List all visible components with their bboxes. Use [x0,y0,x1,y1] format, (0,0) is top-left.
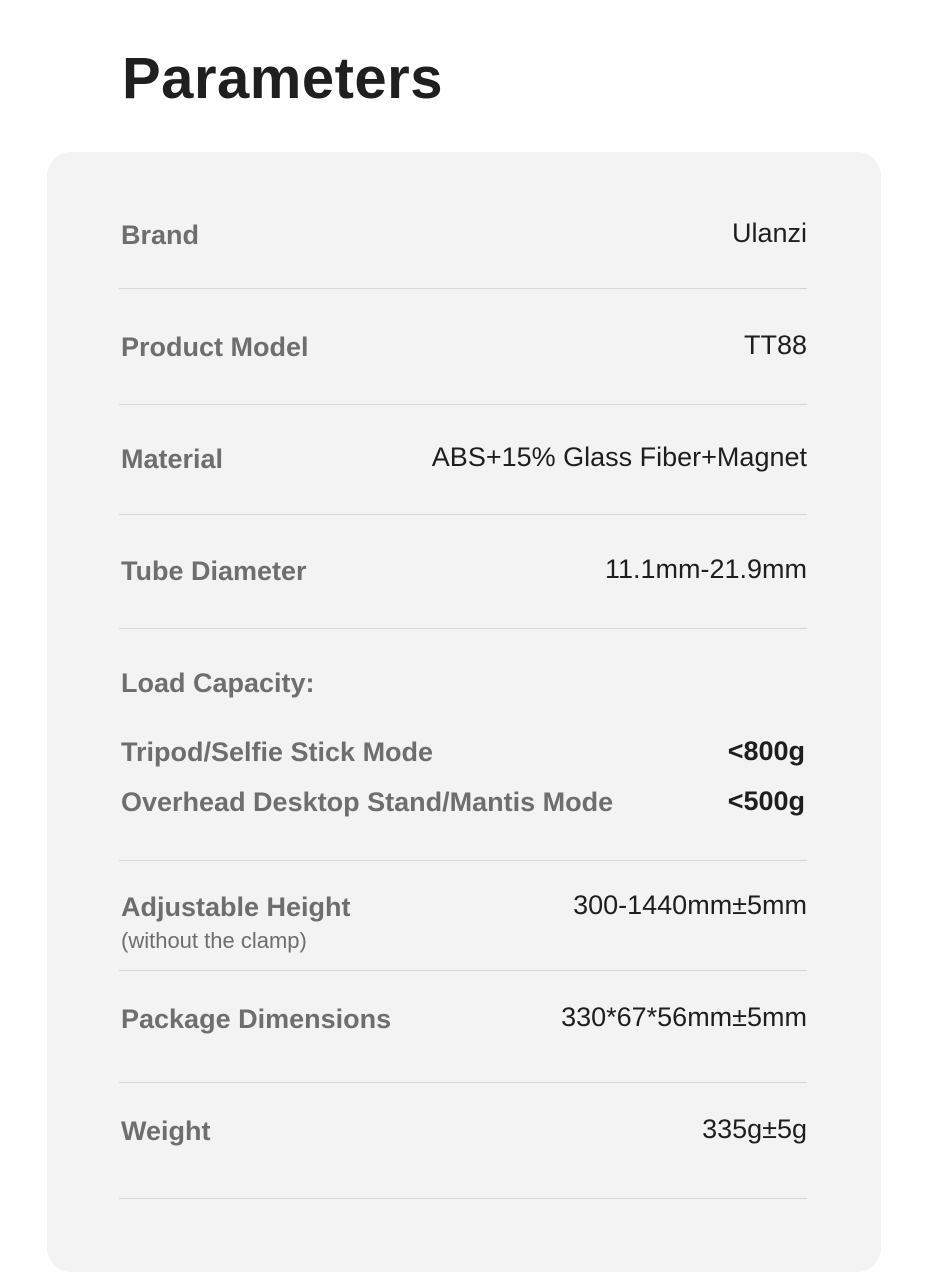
spec-value: ABS+15% Glass Fiber+Magnet [431,442,807,472]
spec-label: Adjustable Height [121,892,351,922]
load-mode-value: <800g [727,736,805,766]
load-mode-value: <500g [727,786,805,816]
page-title: Parameters [122,46,443,111]
divider [119,628,807,629]
parameters-card [47,152,881,1272]
divider [119,970,807,971]
spec-label: Brand [121,220,200,250]
spec-label: Material [121,444,224,474]
load-mode-label: Overhead Desktop Stand/Mantis Mode [121,787,614,817]
spec-value: 330*67*56mm±5mm [561,1002,807,1032]
spec-label: Weight [121,1116,211,1146]
divider [119,1198,807,1199]
divider [119,404,807,405]
spec-value: 11.1mm-21.9mm [604,554,807,584]
spec-label: Package Dimensions [121,1004,392,1034]
spec-label: Tube Diameter [121,556,307,586]
spec-value: 300-1440mm±5mm [573,890,807,920]
divider [119,1082,807,1083]
spec-label: Product Model [121,332,309,362]
spec-value: Ulanzi [731,218,807,248]
divider [119,514,807,515]
divider [119,860,807,861]
spec-value: 335g±5g [702,1114,807,1144]
spec-value: TT88 [743,330,807,360]
spec-label: Load Capacity: [121,668,315,698]
load-mode-label: Tripod/Selfie Stick Mode [121,737,434,767]
spec-note: (without the clamp) [121,928,307,953]
divider [119,288,807,289]
